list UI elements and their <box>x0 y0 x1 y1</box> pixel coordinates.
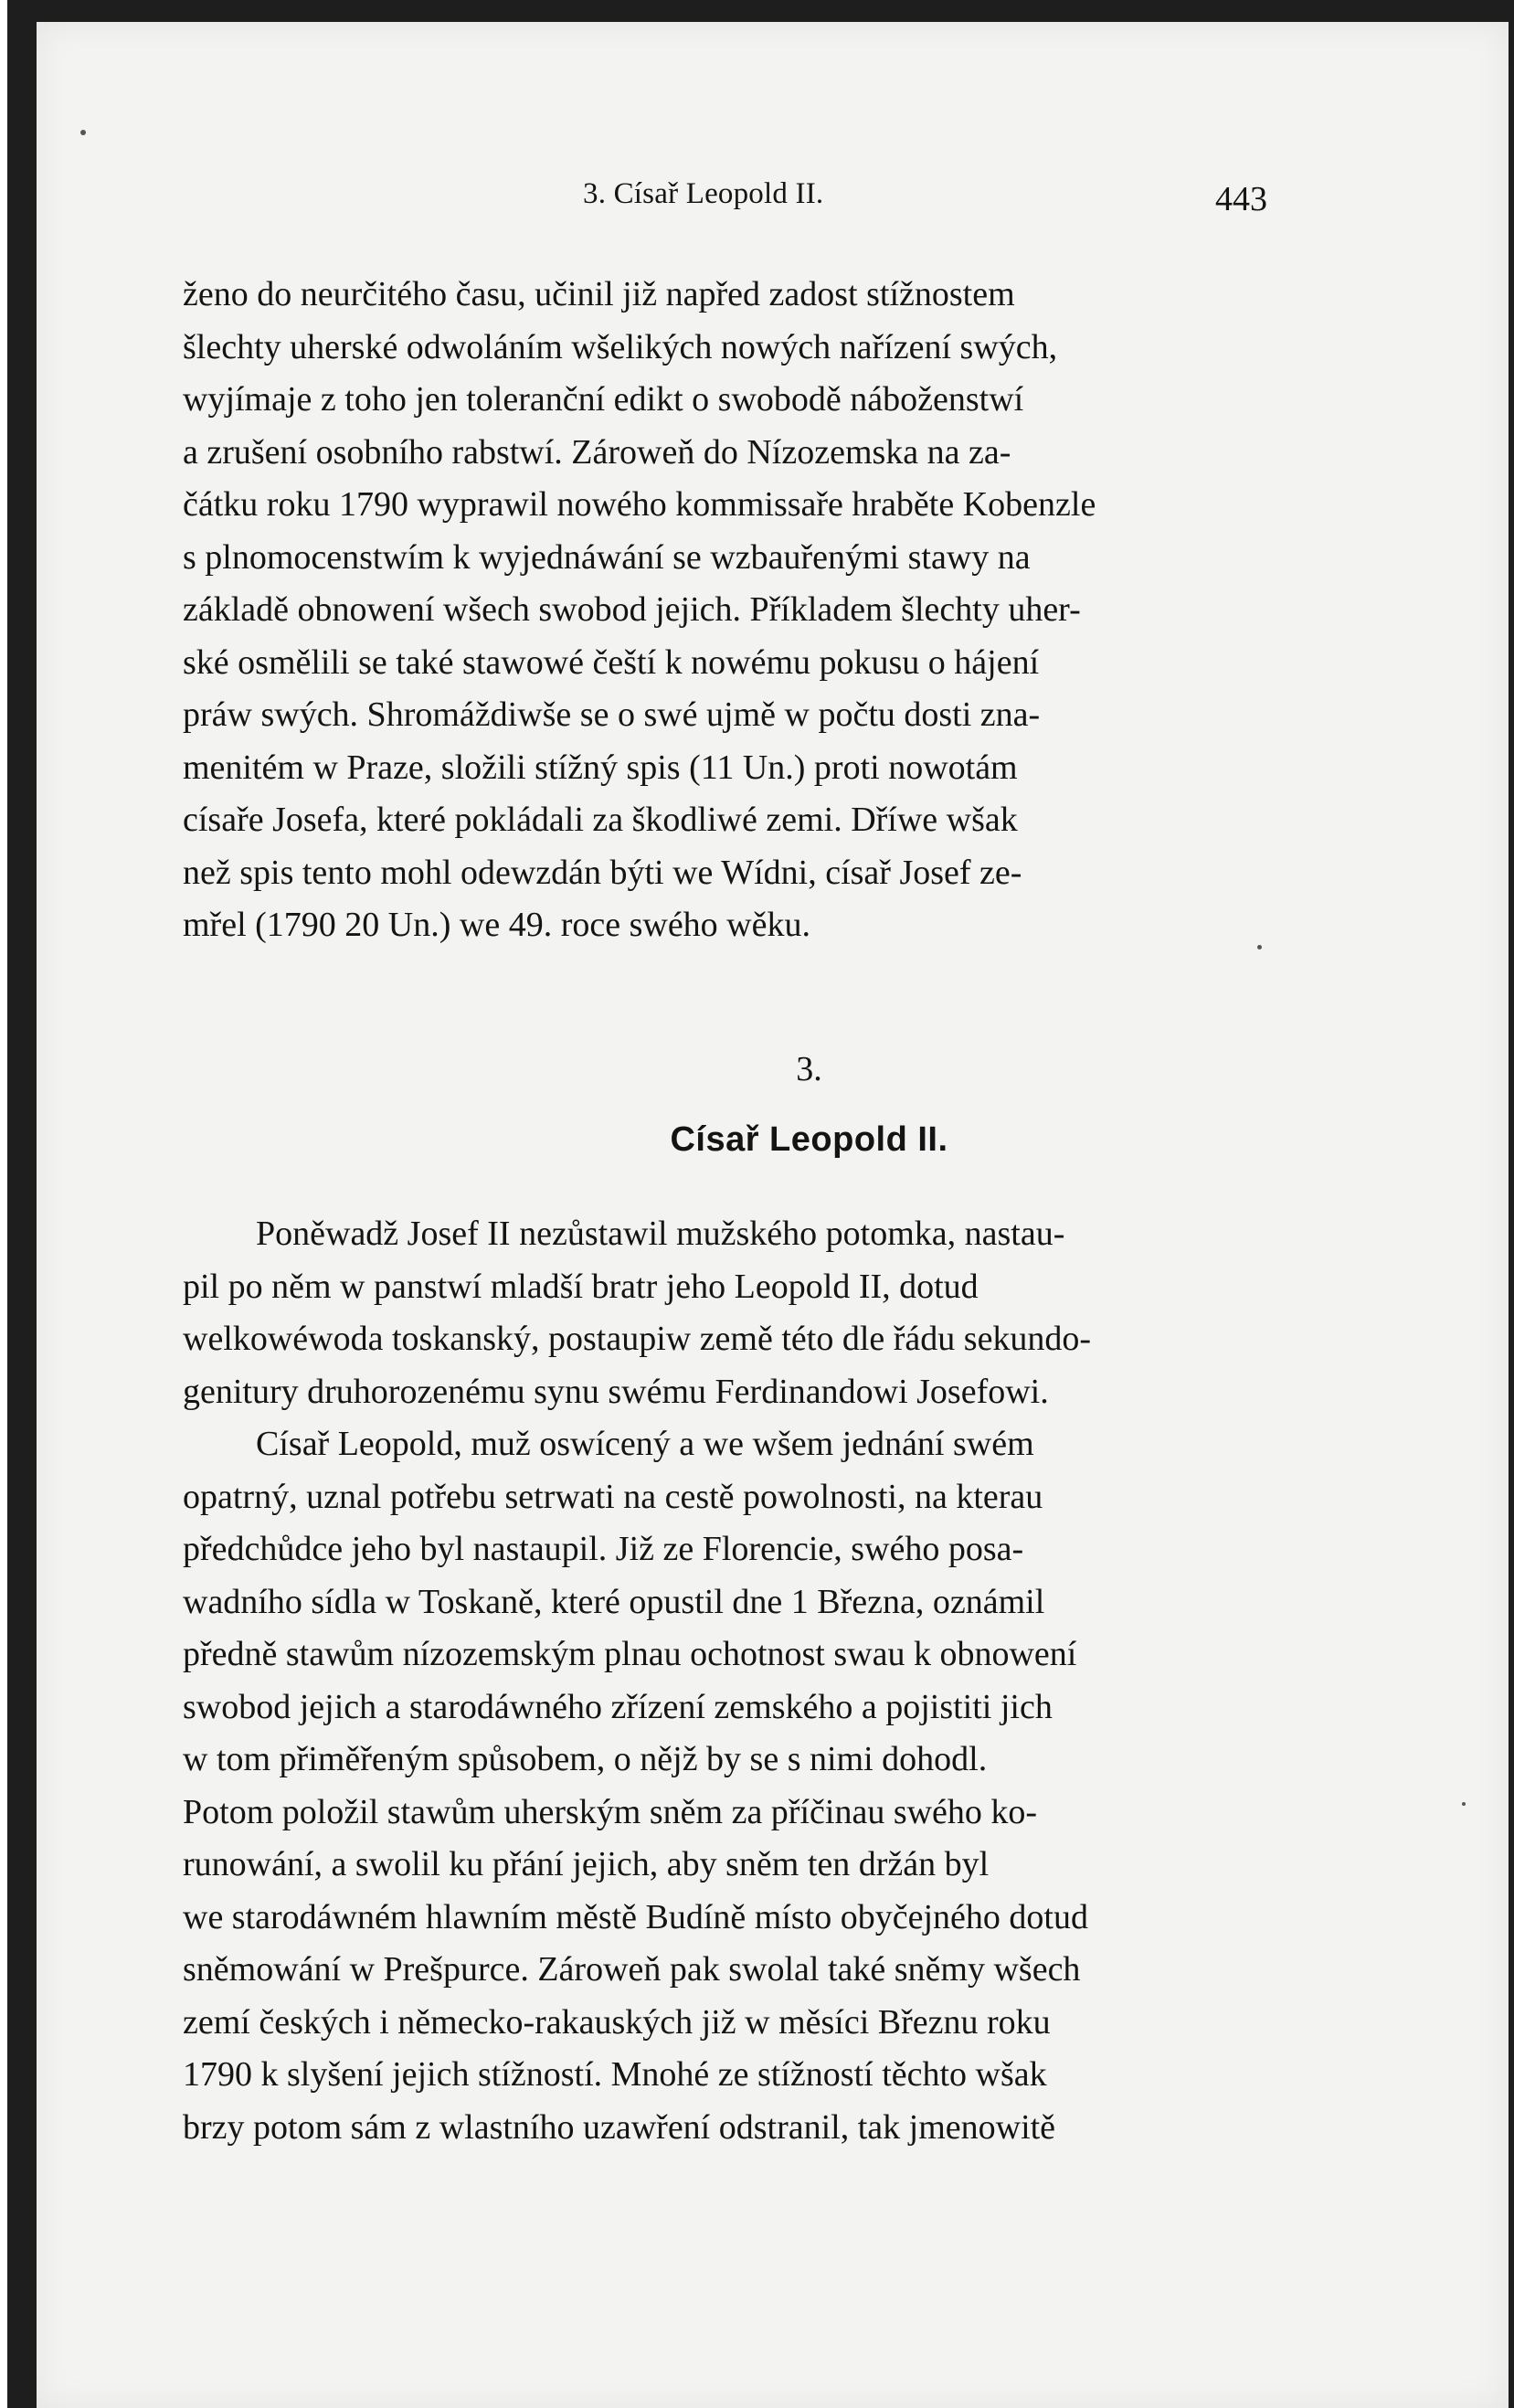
book-page <box>37 22 1509 2408</box>
text-line: ské osmělili se také stawowé čeští k nowému pokusu o hájení <box>183 642 1040 682</box>
text-line: opatrný, uznal potřebu setrwati na cestě powolnosti, na kterau <box>183 1477 1043 1516</box>
section-number: 3. <box>796 1050 822 1088</box>
text-line: předchůdce jeho byl nastaupil. Již ze Florencie, swého posa- <box>183 1530 1024 1568</box>
text-line: wyjímaje z toho jen toleranční edikt o swobodě náboženstwí <box>183 380 1024 419</box>
text-line: 1790 k slyšení jejich stížností. Mnohé ze stížností těchto wšak <box>183 2055 1047 2094</box>
running-title: 3. Císař Leopold II. <box>583 177 824 210</box>
paragraph-leopold <box>183 1208 1319 2154</box>
scan-speck <box>1257 945 1262 949</box>
text-line: zemí českých i německo-rakauských již w měsíci Březnu roku <box>183 2002 1051 2042</box>
text-line: s plnomocenstwím k wyjednáwání se wzbauřenými stawy na <box>183 537 1031 577</box>
scan-left-margin <box>0 0 7 2408</box>
scan-speck <box>80 130 86 135</box>
text-line-first: Poněwadž Josef II nezůstawil mužského potomka, nastau- <box>256 1215 1065 1253</box>
scan-speck <box>1462 1802 1466 1806</box>
paragraph-continuation <box>183 269 1319 952</box>
text-line: a zrušení osobního rabstwí. Zároweň do Nízozemska na za- <box>183 432 1011 472</box>
text-line: předně stawům nízozemským plnau ochotnost swau k obnowení <box>183 1635 1077 1673</box>
text-line: základě obnowení wšech swobod jejich. Příkladem šlechty uher- <box>183 590 1081 629</box>
text-line: než spis tento mohl odewzdán býti we Wídni, císař Josef ze- <box>183 853 1022 892</box>
text-line: práw swých. Shromáždiwše se o swé ujmě w počtu dosti zna- <box>183 695 1041 734</box>
text-line-last: mřel (1790 20 Un.) we 49. roce swého wěku. <box>183 906 810 944</box>
text-line: čátku roku 1790 wyprawil nowého kommissaře hraběte Kobenzle <box>183 485 1096 524</box>
running-header <box>37 177 1509 223</box>
text-line: swobod jejich a starodáwného zřízení zemského a pojistiti jich <box>183 1687 1053 1726</box>
text-line: genitury druhorozenému synu swému Ferdinandowi Josefowi. <box>183 1372 1049 1411</box>
text-line: ženo do neurčitého času, učinil již napřed zadost stížnostem <box>183 275 1015 313</box>
page-number: 443 <box>1215 180 1267 218</box>
section-title: Císař Leopold II. <box>670 1120 948 1159</box>
text-line: pil po něm w panstwí mladší bratr jeho Leopold II, dotud <box>183 1267 979 1306</box>
text-line: welkowéwoda toskanský, postaupiw země této dle řádu sekundo- <box>183 1320 1092 1358</box>
text-line: sněmowání w Prešpurce. Zároweň pak swolal také sněmy wšech <box>183 1950 1081 1989</box>
text-line: císaře Josefa, které pokládali za škodliwé zemi. Dříwe wšak <box>183 801 1018 839</box>
text-line: Potom položil stawům uherským sněm za příčinau swého ko- <box>183 1792 1038 1831</box>
text-line: brzy potom sám z wlastního uzawření odstranil, tak jmenowitě <box>183 2107 1056 2147</box>
text-line: w tom přiměřeným spůsobem, o nějž by se s nimi dohodl. <box>183 1740 988 1778</box>
text-line: Císař Leopold, muž oswícený a we wšem jednání swém <box>256 1425 1034 1463</box>
text-line: šlechty uherské odwoláním wšelikých nowých nařízení swých, <box>183 327 1058 366</box>
text-line: wadního sídla w Toskaně, které opustil dne 1 Března, oznámil <box>183 1582 1045 1621</box>
text-line: we starodáwném hlawním městě Budíně místo obyčejného dotud <box>183 1897 1088 1936</box>
text-line: runowání, a swolil ku přání jejich, aby sněm ten držán byl <box>183 1845 990 1883</box>
text-line: menitém w Praze, složili stížný spis (11 Un.) proti nowotám <box>183 748 1018 787</box>
